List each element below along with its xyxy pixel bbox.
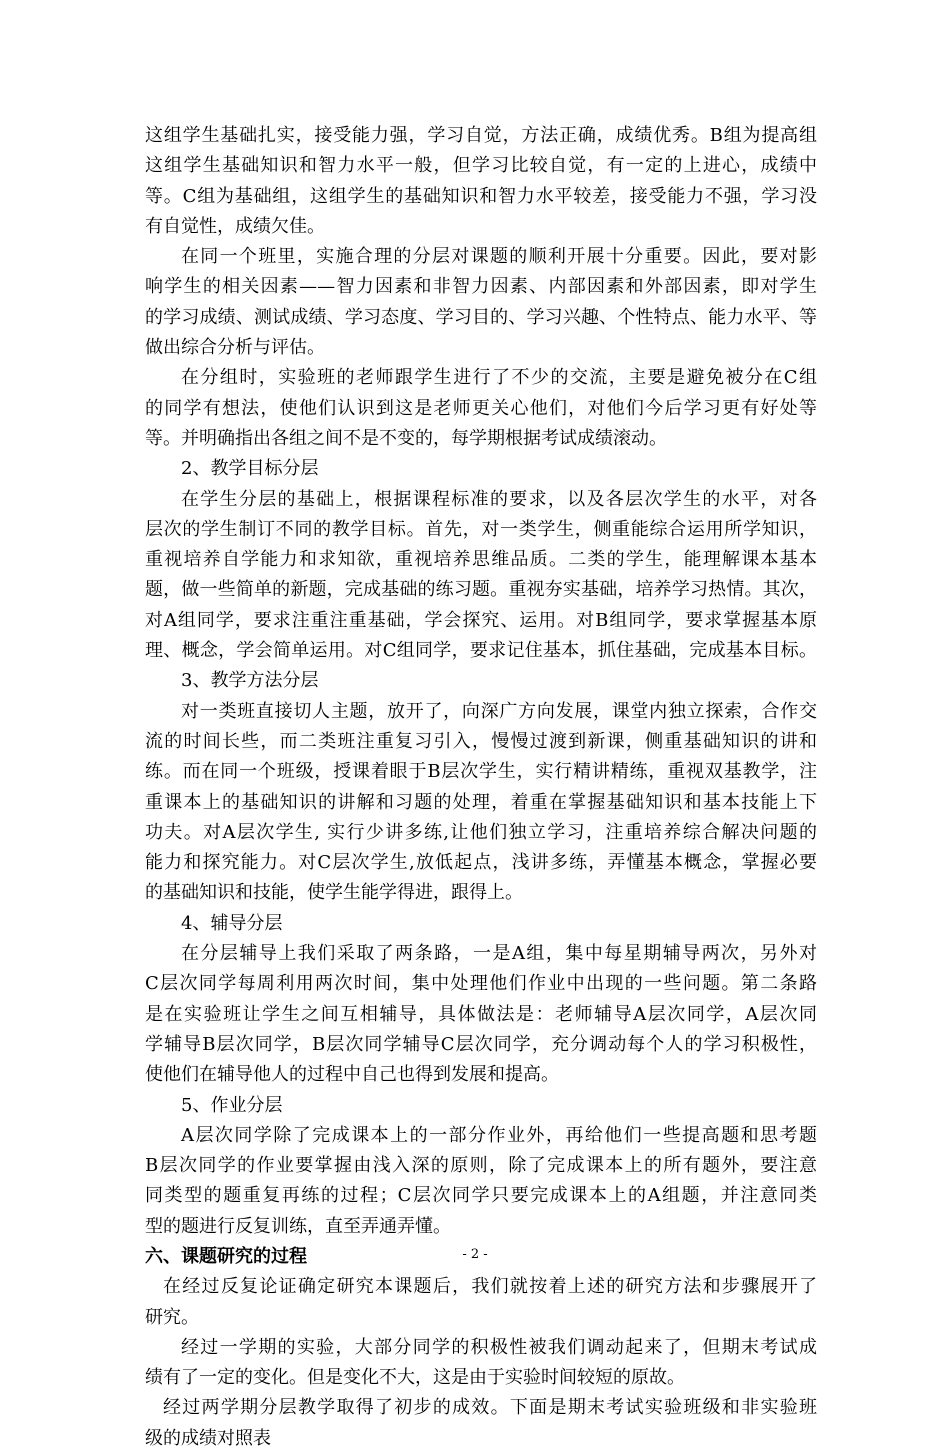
text-line: 在学生分层的基础上，根据课程标准的要求，以及各层次学生的水平，对各 — [181, 488, 817, 510]
text-line: B层次同学的作业要掌握由浅入深的原则，除了完成课本上的所有题外，要注意 — [145, 1155, 817, 1177]
text-line: C层次同学每周利用两次时间，集中处理他们作业中出现的一些问题。第二条路 — [145, 973, 817, 995]
text-line: 等。C组为基础组，这组学生的基础知识和智力水平较差，接受能力不强，学习没 — [145, 185, 817, 207]
text-line: 层次的学生制订不同的教学目标。首先，对一类学生，侧重能综合运用所学知识， — [145, 518, 817, 540]
text-line: 3、教学方法分层 — [181, 670, 319, 692]
text-line: 研究。 — [145, 1306, 199, 1328]
section-heading: 六、课题研究的过程 — [145, 1245, 307, 1267]
text-line: 这组学生基础扎实，接受能力强，学习自觉，方法正确，成绩优秀。B组为提高组 — [145, 125, 817, 146]
text-line: 在分组时，实验班的老师跟学生进行了不少的交流，主要是避免被分在C组 — [181, 367, 817, 389]
text-line: 在经过反复论证确定研究本课题后，我们就按着上述的研究方法和步骤展开了 — [163, 1276, 817, 1298]
text-line: 经过一学期的实验，大部分同学的积极性被我们调动起来了，但期末考试成 — [181, 1336, 817, 1358]
text-line: 2、教学目标分层 — [181, 458, 319, 480]
text-line: 这组学生基础知识和智力水平一般，但学习比较自觉，有一定的上进心，成绩中 — [145, 155, 817, 177]
text-line: 型的题进行反复训练，直至弄通弄懂。 — [145, 1215, 451, 1237]
text-line: 等。并明确指出各组之间不是不变的，每学期根据考试成绩滚动。 — [145, 427, 667, 449]
text-line: A层次同学除了完成课本上的一部分作业外，再给他们一些提高题和思考题 — [181, 1124, 817, 1146]
text-line: 的学习成绩、测试成绩、学习态度、学习目的、学习兴趣、个性特点、能力水平、等 — [145, 306, 817, 328]
text-line: 重视培养自学能力和求知欲，重视培养思维品质。二类的学生，能理解课本基本 — [145, 549, 817, 571]
text-line: 做出综合分析与评估。 — [145, 337, 325, 359]
text-line: 是在实验班让学生之间互相辅导，具体做法是：老师辅导A层次同学，A层次同 — [145, 1003, 817, 1025]
text-line: 在分层辅导上我们采取了两条路，一是A组，集中每星期辅导两次，另外对 — [181, 943, 817, 965]
text-line: 对一类班直接切人主题，放开了，向深广方向发展，课堂内独立探索，合作交 — [181, 700, 817, 722]
text-line: 4、辅导分层 — [181, 912, 283, 934]
text-line: 经过两学期分层教学取得了初步的成效。下面是期末考试实验班级和非实验班 — [163, 1397, 817, 1419]
text-line: 题，做一些简单的新题，完成基础的练习题。重视夯实基础，培养学习热情。其次， — [145, 579, 817, 601]
text-line: 级的成绩对照表 — [145, 1427, 271, 1449]
text-line: 使他们在辅导他人的过程中自己也得到发展和提高。 — [145, 1064, 559, 1086]
text-line: 对A组同学，要求注重注重基础，学会探究、运用。对B组同学，要求掌握基本原 — [145, 609, 817, 631]
text-line: 同类型的题重复再练的过程；C层次同学只要完成课本上的A组题，并注意同类 — [145, 1185, 817, 1207]
text-line: 练。而在同一个班级，授课着眼于B层次学生，实行精讲精练，重视双基教学，注 — [145, 761, 817, 783]
text-line: 能力和探究能力。对C层次学生,放低起点，浅讲多练，弄懂基本概念，掌握必要 — [145, 852, 817, 874]
text-line: 5、作业分层 — [181, 1094, 283, 1116]
text-line: 学辅导B层次同学，B层次同学辅导C层次同学，充分调动每个人的学习积极性， — [145, 1033, 817, 1055]
text-line: 理、概念，学会简单运用。对C组同学，要求记住基本，抓住基础，完成基本目标。 — [145, 640, 817, 662]
text-line: 响学生的相关因素——智力因素和非智力因素、内部因素和外部因素，即对学生 — [145, 276, 817, 298]
text-line: 有自觉性，成绩欠佳。 — [145, 215, 325, 237]
text-line: 的基础知识和技能，使学生能学得进，跟得上。 — [145, 882, 523, 904]
page-number: - 2 - — [462, 1247, 488, 1262]
text-line: 在同一个班里，实施合理的分层对课题的顺利开展十分重要。因此，要对影 — [181, 246, 817, 268]
text-line: 功夫。对A层次学生, 实行少讲多练,让他们独立学习，注重培养综合解决问题的 — [145, 821, 817, 843]
text-line: 流的时间长些，而二类班注重复习引入，慢慢过渡到新课，侧重基础知识的讲和 — [145, 730, 817, 752]
text-line: 绩有了一定的变化。但是变化不大，这是由于实验时间较短的原故。 — [145, 1367, 685, 1389]
text-line: 重课本上的基础知识的讲解和习题的处理，着重在掌握基础知识和基本技能上下 — [145, 791, 817, 813]
text-line: 的同学有想法，使他们认识到这是老师更关心他们，对他们今后学习更有好处等 — [145, 397, 817, 419]
